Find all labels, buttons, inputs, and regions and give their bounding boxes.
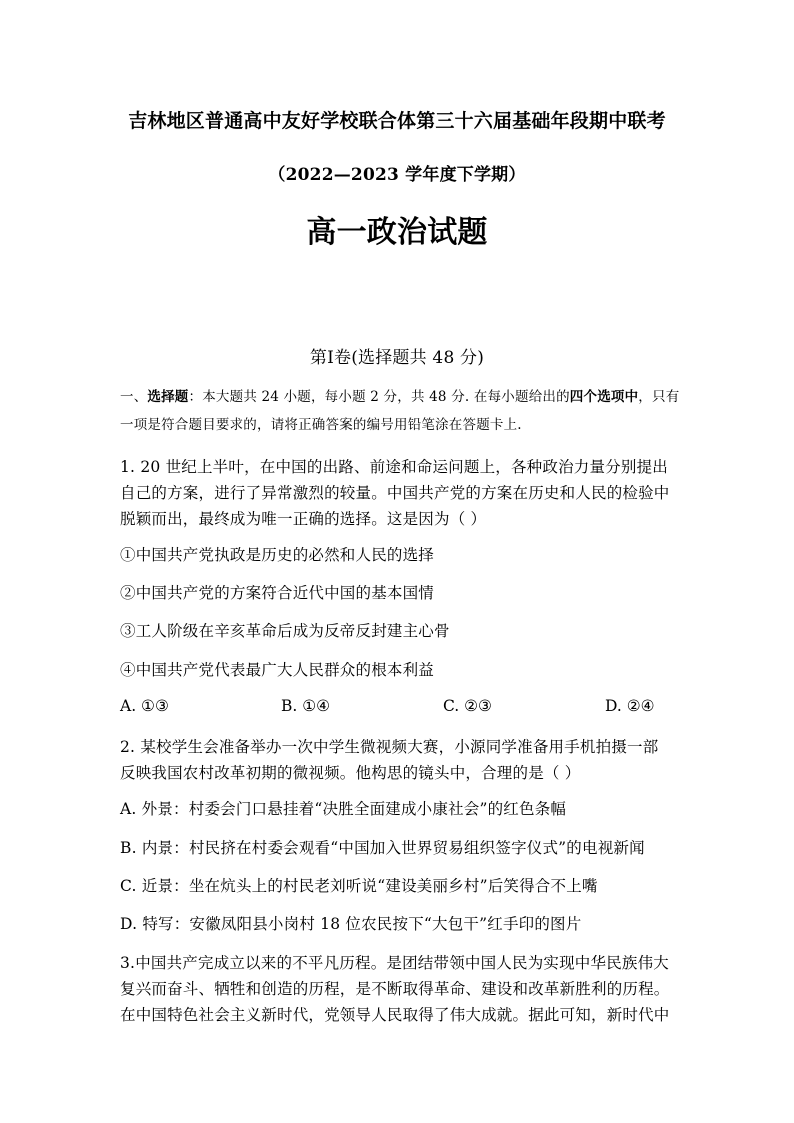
- instruction-text: ：本大题共 24 小题，每小题 2 分，共 48 分. 在每小题给出的: [188, 389, 570, 405]
- q3-stem-line: 3.中国共产完成立以来的不平凡历程。是团结带领中国人民为实现中华民族伟大: [120, 954, 669, 972]
- q2-option-a: A. 外景：村委会门口悬挂着“决胜全面建成小康社会”的红色条幅: [120, 800, 567, 818]
- page-title: 高一政治试题: [306, 215, 488, 250]
- q3-stem-line: 在中国特色社会主义新时代，党领导人民取得了伟大成就。据此可知，新时代中: [120, 1006, 670, 1024]
- q2-stem-line: 2. 某校学生会准备举办一次中学生微视频大赛，小源同学准备用手机拍摄一部: [120, 738, 659, 756]
- q2-option-d: D. 特写：安徽凤阳县小岗村 18 位农民按下“大包干”红手印的图片: [120, 915, 582, 933]
- q1-stem-line: 脱颖而出，最终成为唯一正确的选择。这是因为（ ）: [120, 510, 487, 528]
- instruction-keyword-2: 四个选项中: [569, 389, 639, 405]
- q1-statement: ②中国共产党的方案符合近代中国的基本国情: [120, 584, 435, 602]
- section-title: 第Ⅰ卷(选择题共 48 分): [309, 348, 485, 368]
- q1-option-b: B. ①④: [281, 697, 331, 715]
- q1-option-a: A. ①③: [120, 697, 169, 715]
- school-year: （2022—2023 学年度下学期）: [268, 165, 526, 185]
- q2-option-c: C. 近景：坐在炕头上的村民老刘听说“建设美丽乡村”后笑得合不上嘴: [120, 877, 598, 895]
- instruction-text-end: ，只有: [638, 389, 680, 405]
- q1-stem-line: 1. 20 世纪上半叶，在中国的出路、前途和命运问题上，各种政治力量分别提出: [120, 458, 668, 476]
- instruction-line-1: [120, 385, 679, 405]
- q2-option-b: B. 内景：村民挤在村委会观看“中国加入世界贸易组织签字仪式”的电视新闻: [120, 839, 645, 857]
- q1-statement: ④中国共产党代表最广大人民群众的根本利益: [120, 661, 435, 679]
- instruction-keyword: 选择题: [147, 389, 189, 405]
- q2-stem-line: 反映我国农村改革初期的微视频。他构思的镜头中，合理的是（ ）: [120, 764, 581, 782]
- exam-header-title: 吉林地区普通高中友好学校联合体第三十六届基础年段期中联考: [128, 110, 666, 132]
- instruction-prefix: 一、: [120, 389, 148, 405]
- q1-option-c: C. ②③: [443, 697, 492, 715]
- q1-statement: ①中国共产党执政是历史的必然和人民的选择: [120, 546, 435, 564]
- q3-stem-line: 复兴而奋斗、牺牲和创造的历程，是不断取得革命、建设和改革新胜利的历程。: [120, 980, 670, 998]
- instruction-line-2: 一项是符合题目要求的，请将正确答案的编号用铅笔涂在答题卡上.: [120, 417, 522, 433]
- q1-statement: ③工人阶级在辛亥革命后成为反帝反封建主心骨: [120, 622, 450, 640]
- q1-stem-line: 自己的方案，进行了异常激烈的较量。中国共产党的方案在历史和人民的检验中: [120, 484, 670, 502]
- q1-option-d: D. ②④: [605, 697, 655, 715]
